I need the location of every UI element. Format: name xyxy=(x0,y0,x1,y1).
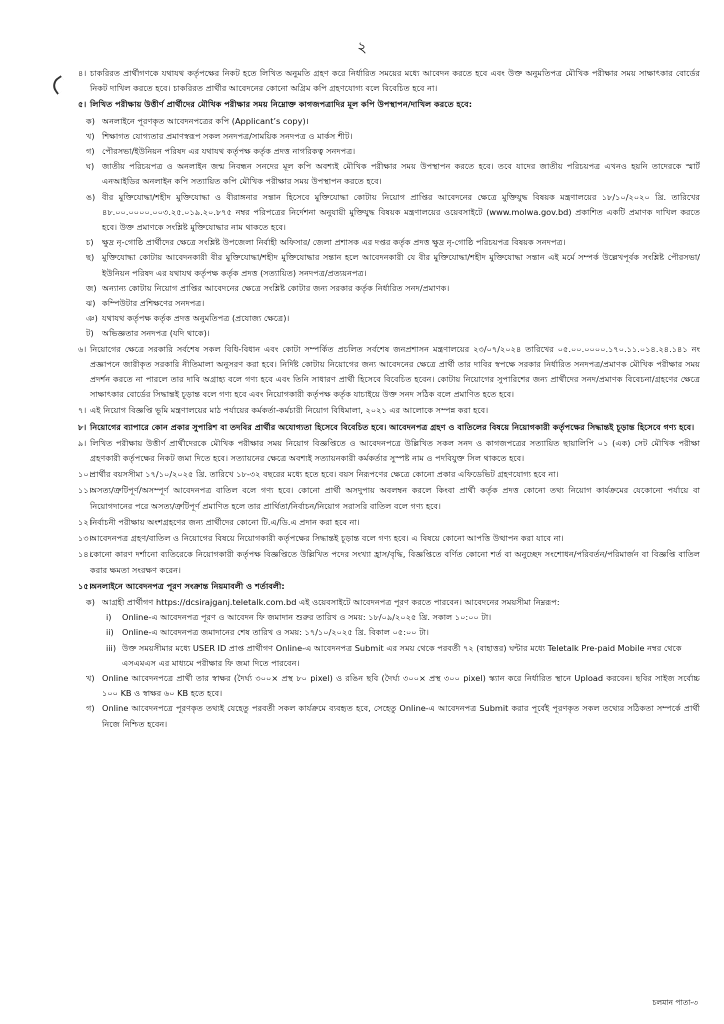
clause-number: ১৩। xyxy=(78,533,92,544)
sub-clause xyxy=(78,235,700,250)
pen-mark xyxy=(49,75,68,94)
sub-clause-label: চ) xyxy=(86,237,94,248)
schedule-label: i) xyxy=(106,612,112,623)
clause-number: ১৪। xyxy=(78,549,92,560)
clause-number: ১০। xyxy=(78,469,92,480)
sub-clause xyxy=(78,311,700,326)
clause-text: নিয়োগের ক্ষেত্রে সরকারি সর্বশেষ সকল বিধি-বিধান এবং কোটা সম্পর্কিত প্রচলিত সর্বশেষ জনপ্রশাসন মন্ত্রণালয়ের ২৩/০৭/২০২৪ তারিখের ০৫.০০.০০০০.১৭০.১১.০১৪.২৪.১৪১ নং প্রজ্ঞাপনে জারীকৃত সরকারি নীতিমালা অনুসরণ করা হবে। নির্দিষ্ট কোটায় নিয়োগের জন্য আবেদনের ক্ষেত্রে প্রার্থী তার দাবির স্বপক্ষে সরকার নির্ধারিত সনদপত্র/প্রমাণক মৌখিক পরীক্ষার সময় প্রদর্শন করতে না পারলে তার দাবি অগ্রাহ্য বলে গণ্য হবে এবং তিনি সাধারণ প্রার্থী হিসেবে বিবেচিত হবেন। কোটায় নিয়োগের সুপারিশের জন্য প্রার্থীদের সনদ/প্রমাণক বিবেচনা/গ্রহণের ক্ষেত্রে সাক্ষাৎকার বোর্ডের সিদ্ধান্তই চূড়ান্ত বলে গণ্য হবে এবং নিয়োগকারী কর্তৃপক্ষ কর্তৃক যাচাইয়ে উক্ত সনদ সঠিক বলে প্রমাণিত হতে হবে। xyxy=(90,343,700,400)
clause-number: ৮। xyxy=(78,421,87,432)
sub-clause-label: খ) xyxy=(86,672,95,683)
clause-text: নির্বাচনী পরীক্ষায় অংশগ্রহণের জন্য প্রার্থীদের কোনো টি.এ/ডি.এ প্রদান করা হবে না। xyxy=(90,516,360,527)
sub-clause xyxy=(78,701,700,731)
clause-text: লিখিত পরীক্ষায় উত্তীর্ণ প্রার্থীদের মৌখিক পরীক্ষার সময় নিম্নোক্ত কাগজপত্রাদির মূল কপি উপস্থাপন/দাখিল করতে হবে: xyxy=(90,99,472,110)
sub-clause xyxy=(78,250,700,280)
schedule-line xyxy=(78,610,700,625)
sub-clause-text: ক্ষুদ্র নৃ-গোষ্ঠি প্রার্থীদের ক্ষেত্রে সংশ্লিষ্ট উপজেলা নির্বাহী অফিসার/ জেলা প্রশাসক এর দপ্তর কর্তৃক প্রদত্ত ক্ষুদ্র নৃ-গোষ্ঠি পরিচয়পত্র বিষয়ক সনদপত্র। xyxy=(102,237,566,248)
sub-clause-text: বীর মুক্তিযোদ্ধা/শহীদ মুক্তিযোদ্ধা ও বীরাঙ্গনার সন্তান হিসেবে মুক্তিযোদ্ধা কোটায় নিয়োগ প্রাপ্তির আবেদনের ক্ষেত্রে মুক্তিযুদ্ধ বিষয়ক মন্ত্রণালয়ের ১৮/১০/২০২০ খ্রি. তারিখের ৪৮.০০.০০০০.০০৩.২৫.০১৯.২০.৮৭৫ নম্বর পরিপত্রের নির্দেশনা অনুযায়ী মুক্তিযুদ্ধ বিষয়ক মন্ত্রণালয়ের ওয়েবসাইটে (www.molwa.gov.bd) প্রকাশিত একটি প্রমাণক দাখিল করতে হবে। উক্ত প্রমাণকে সংশ্লিষ্ট মুক্তিযোদ্ধার নাম থাকতে হবে। xyxy=(102,191,700,233)
schedule-text: উক্ত সময়সীমার মধ্যে USER ID প্রাপ্ত প্রার্থীগণ Online-এ আবেদনপত্র Submit এর সময় থেকে পরবর্তী ৭২ (বাহাত্তর) ঘন্টার মধ্যে Teletalk Pre-paid Mobile নম্বর থেকে এসএমএস এর মাধ্যমে পরীক্ষার ফি জমা দিতে পারবেন। xyxy=(122,642,682,668)
clause-8 xyxy=(78,420,700,435)
sub-clause-label: ছ) xyxy=(86,252,95,263)
clause-15 xyxy=(78,579,700,594)
sub-clause-text: অভিজ্ঞতার সনদপত্র (যদি থাকে)। xyxy=(102,328,210,339)
clause-text: অনলাইনে আবেদনপত্র পূরণ সংক্রান্ত নিয়মাবলী ও শর্তাবলী: xyxy=(90,580,285,591)
clause-text: অসত্য/ত্রুটিপূর্ণ/অসম্পূর্ণ আবেদনপত্র বাতিল বলে গণ্য হবে। কোনো প্রার্থী অসদুপায় অবলম্বন করলে কিংবা প্রার্থী কর্তৃক প্রদত্ত কোনো তথ্য নিয়োগ কার্যক্রমের যেকোনো পর্যায়ে বা নিয়োগদানের পরে অসত্য/ত্রুটিপূর্ণ প্রমাণিত হলে তার প্রার্থিতা/নির্বাচন/নিয়োগ সরাসরি বাতিল বলে গণ্য হবে। xyxy=(90,485,700,511)
clause-text: এই নিয়োগ বিজ্ঞপ্তি ভূমি মন্ত্রণালয়ের মাঠ পর্যায়ের কর্মকর্তা-কর্মচারী নিয়োগ বিধিমালা, ২০২১ এর আলোকে সম্পন্ন করা হবে। xyxy=(90,405,489,416)
schedule-text: Online-এ আবেদনপত্র পূরণ ও আবেদন ফি জমাদান শুরুর তারিখ ও সময়: ১৮/০৯/২০২৫ খ্রি. সকাল ১০:০০ টা। xyxy=(122,612,492,623)
sub-clause-text: পৌরসভা/ইউনিয়ন পরিষদ এর যথাযথ কর্তৃপক্ষ কর্তৃক প্রদত্ত নাগরিকত্ব সনদপত্র। xyxy=(102,146,356,157)
document-body xyxy=(78,66,700,732)
schedule-line xyxy=(78,625,700,640)
clause-number: ৯। xyxy=(78,437,87,448)
sub-clause-text: Online আবেদনপত্রে পূরণকৃত তথ্যই যেহেতু পরবর্তী সকল কার্যক্রমে ব্যবহৃত হবে, সেহেতু Online-এ আবেদনপত্র Submit করার পূর্বেই পূরণকৃত সকল তথ্যের সঠিকতা সম্পর্কে প্রার্থী নিজে নিশ্চিত হবেন। xyxy=(102,703,700,729)
schedule-text: Online-এ আবেদনপত্র জমাদানের শেষ তারিখ ও সময়: ১৭/১০/২০২৫ খ্রি. বিকাল ০৫:০০ টা। xyxy=(122,627,429,638)
sub-clause xyxy=(78,326,700,341)
sub-clause-text: আগ্রহী প্রার্থীগণ https://dcsirajganj.teletalk.com.bd এই ওয়েবসাইটে আবেদনপত্র পূরণ করতে পারবেন। আবেদনের সময়সীমা নিম্নরূপ: xyxy=(102,596,560,607)
clause-text: লিখিত পরীক্ষায় উত্তীর্ণ প্রার্থীদেরকে মৌখিক পরীক্ষার সময় নিয়োগ বিজ্ঞপ্তিতে ও আবেদনপত্রে উল্লিখিত সকল সনদ ও কাগজপত্রের সত্যায়িত ছায়ালিপি ০১ (এক) সেট মৌখিক পরীক্ষা গ্রহণকারী কর্তৃপক্ষের নিকট জমা দিতে হবে। সত্যায়নের ক্ষেত্রে অবশ্যই সত্যায়নকারী কর্মকর্তার সুস্পষ্ট নাম ও পদবিযুক্ত সিল থাকতে হবে। xyxy=(90,437,700,464)
sub-clause xyxy=(78,671,700,701)
schedule-label: ii) xyxy=(106,627,114,638)
clause-4 xyxy=(78,66,700,96)
sub-clause xyxy=(78,114,700,129)
sub-clause-label: জ) xyxy=(86,282,97,293)
sub-clause-label: খ) xyxy=(86,130,95,141)
sub-clause xyxy=(78,129,700,144)
clause-6 xyxy=(78,342,700,403)
clause-number: ৫। xyxy=(78,99,87,110)
schedule-line xyxy=(78,641,700,671)
sub-clause-text: শিক্ষাগত যোগ্যতার প্রমাণস্বরূপ সকল সনদপত্র/সাময়িক সনদপত্র ও মার্কস শীট। xyxy=(102,130,353,141)
sub-clause xyxy=(78,296,700,311)
clause-9 xyxy=(78,436,700,466)
sub-clause-text: অনলাইনে পূরণকৃত আবেদনপত্রের কপি (Applicant’s copy)। xyxy=(102,115,309,126)
sub-clause-label: ক) xyxy=(86,115,95,126)
sub-clause xyxy=(78,159,700,189)
clause-11 xyxy=(78,483,700,513)
sub-clause-label: ঝ) xyxy=(86,298,96,309)
clause-number: ১১। xyxy=(78,485,92,496)
clause-number: ৪। xyxy=(78,68,87,78)
sub-clause-text: জাতীয় পরিচয়পত্র ও অনলাইন জন্ম নিবন্ধন সনদের মূল কপি অবশ্যই মৌখিক পরীক্ষার সময় উপস্থাপন করতে হবে। তবে যাদের জাতীয় পরিচয়পত্র এখনও হয়নি তাদেরকে স্মার্ট এনআইডির অনলাইন কপি সত্যায়িত কপি মৌখিক পরীক্ষার সময় উপস্থাপন করতে হবে। xyxy=(102,161,700,187)
sub-clause xyxy=(78,281,700,296)
clause-number: ১৫। xyxy=(78,580,92,591)
sub-clause-text: অন্যান্য কোটায় নিয়োগ প্রাপ্তির আবেদনের ক্ষেত্রে সংশ্লিষ্ট কোটার জন্য সরকার কর্তৃক নির্ধারিত সনদ/প্রমাণক। xyxy=(102,282,450,293)
sub-clause-label: ঘ) xyxy=(86,161,95,172)
sub-clause-label: ট) xyxy=(86,328,94,339)
sub-clause-text: কম্পিউটার প্রশিক্ষণের সনদপত্র। xyxy=(102,298,205,309)
sub-clause-label: গ) xyxy=(86,703,95,714)
sub-clause xyxy=(78,595,700,610)
sub-clause xyxy=(78,190,700,236)
clause-7 xyxy=(78,403,700,418)
clause-14 xyxy=(78,547,700,577)
clause-number: ৭। xyxy=(78,405,87,416)
page-number: ২ xyxy=(357,38,367,56)
clause-text: নিয়োগের ব্যাপারে কোন প্রকার সুপারিশ বা তদবির প্রার্থীর অযোগ্যতা হিসেবে বিবেচিত হবে। আবেদনপত্র গ্রহণ ও বাতিলের বিষয়ে নিয়োগকারী কর্তৃপক্ষের সিদ্ধান্তই চূড়ান্ত হিসেবে গণ্য হবে। xyxy=(90,421,695,432)
sub-clause xyxy=(78,144,700,159)
clause-text: আবেদনপত্র গ্রহণ/বাতিল ও নিয়োগের বিষয়ে নিয়োগকারী কর্তৃপক্ষের সিদ্ধান্তই চূড়ান্ত বলে গণ্য হবে। এ বিষয়ে কোনো আপত্তি উত্থাপন করা যাবে না। xyxy=(90,533,564,544)
sub-clause-label: ক) xyxy=(86,596,95,607)
sub-clause-text: যথাযথ কর্তৃপক্ষ কর্তৃক প্রদত্ত অনুমতিপত্র (প্রযোজ্য ক্ষেত্রে)। xyxy=(102,313,290,324)
clause-10 xyxy=(78,467,700,482)
sub-clause-label: ঞ) xyxy=(86,313,98,324)
sub-clause-text: মুক্তিযোদ্ধা কোটায় আবেদনকারী বীর মুক্তিযোদ্ধা/শহীদ মুক্তিযোদ্ধার সন্তান হলে আবেদনকারী যে বীর মুক্তিযোদ্ধা/শহীদ মুক্তিযোদ্ধা সন্তান এই মর্মে সম্পর্ক উল্লেখপূর্বক সংশ্লিষ্ট পৌরসভা/ইউনিয়ন পরিষদ এর যথাযথ কর্তৃপক্ষ কর্তৃক প্রদত্ত (সত্যায়িত) সনদপত্র/প্রত্যয়নপত্র। xyxy=(102,252,700,278)
continuation-note: চলমান পাতা-৩ xyxy=(652,998,698,1007)
clause-text: চাকরিরত প্রার্থীগণকে যথাযথ কর্তৃপক্ষের নিকট হতে লিখিত অনুমতি গ্রহণ করে নির্ধারিত সময়ের মধ্যে আবেদন করতে হবে এবং উক্ত অনুমতিপত্র মৌখিক পরীক্ষার সময় সাক্ষাৎকার বোর্ডের নিকট দাখিল করতে হবে। চাকরিরত প্রার্থীর আবেদনের কোনো অগ্রিম কপি গ্রহণযোগ্য বলে বিবেচিত হবে না। xyxy=(90,68,700,94)
schedule-label: iii) xyxy=(106,642,117,653)
clause-13 xyxy=(78,531,700,546)
sub-clause-label: ঙ) xyxy=(86,191,96,202)
clause-text: কোনো কারণ দর্শানো ব্যতিরেকে নিয়োগকারী কর্তৃপক্ষ বিজ্ঞপ্তিতে উল্লিখিত পদের সংখ্যা হ্রাস/বৃদ্ধি, বিজ্ঞপ্তিতে বর্ণিত কোনো শর্ত বা অনুচ্ছেদ সংশোধন/পরিবর্তন/পরিমার্জন বা বিজ্ঞপ্তি বাতিল করার ক্ষমতা সংরক্ষণ করেন। xyxy=(90,549,700,575)
sub-clause-text: Online আবেদনপত্রে প্রার্থী তার স্বাক্ষর (দৈর্ঘ্য ৩০০× প্রস্থ ৮০ pixel) ও রঙিন ছবি (দৈর্ঘ্য ৩০০× প্রস্থ ৩০০ pixel) স্ক্যান করে নির্ধারিত স্থানে Upload করবেন। ছবির সাইজ সর্বোচ্চ ১০০ KB ও স্বাক্ষর ৬০ KB হতে হবে। xyxy=(102,672,700,699)
clause-number: ৬। xyxy=(78,343,87,354)
clause-12 xyxy=(78,515,700,530)
sub-clause-label: গ) xyxy=(86,146,95,157)
clause-5 xyxy=(78,97,700,112)
clause-number: ১২। xyxy=(78,516,92,527)
clause-text: প্রার্থীর বয়সসীমা ১৭/১০/২০২৫ খ্রি. তারিখে ১৮-৩২ বছরের মধ্যে হতে হবে। বয়স নিরূপণের ক্ষেত্রে কোনো প্রকার এফিডেভিট গ্রহণযোগ্য হবে না। xyxy=(90,469,559,480)
